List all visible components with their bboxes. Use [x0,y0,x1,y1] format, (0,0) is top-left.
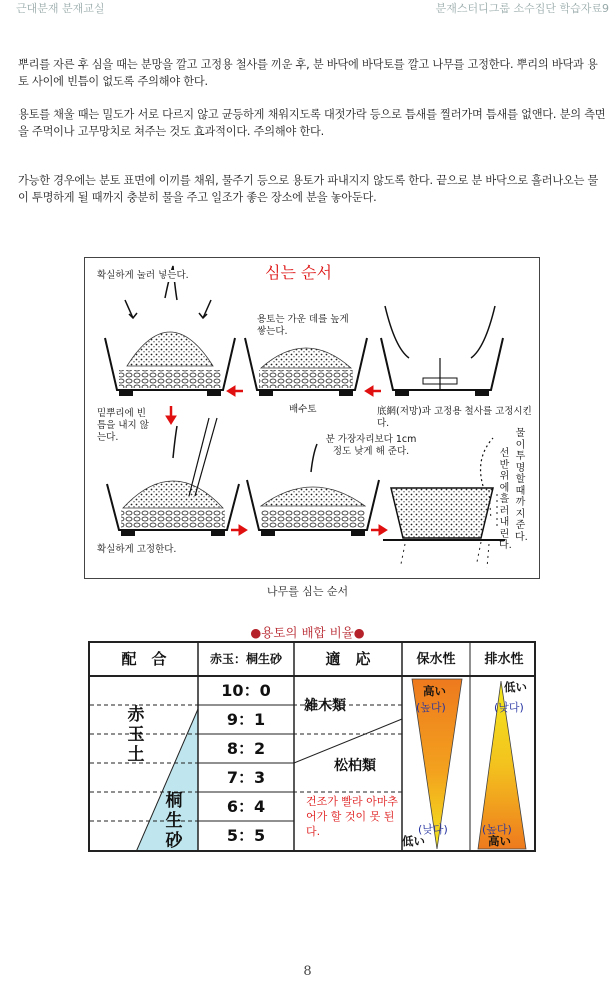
diagram-caption: 나무를 심는 순서 [266,585,349,598]
label-water-clear: 물이 투명할 때까지 준다. [515,428,528,543]
retention-bottom-paren: (낮다) [418,823,448,836]
header-ratio: 赤玉：桐生砂 [209,652,282,666]
ratio-row-2: 9：1 [226,710,266,729]
header-water-retention: 保水性 [416,652,456,667]
use-zakki: 雑木類 [304,698,346,714]
drainage-bottom-label: 高い [488,834,511,848]
label-lower-edge: 분 가장자리보다 1cm정도 낮게 해 준다. [323,434,419,458]
drainage-bottom-paren: (높다) [482,823,512,836]
note-dry-fast: 건조가 빨라 아마추어가 할 것이 못 된다. [306,795,399,838]
ratio-row-6: 5：5 [226,826,266,845]
label-mesh-wire: 底網(저망)과 고정용 철사를 고정시킨다. [377,406,537,430]
soil-mix-table [88,641,536,852]
planting-diagram [84,257,540,579]
header-drainage: 排水性 [484,652,524,667]
label-fix-firmly: 확실하게 고정한다. [97,544,177,555]
ratio-row-1: 10：0 [221,681,271,700]
mix-title: ●용토의 배합 비율● [250,625,365,640]
diagram-title: 심는 순서 [265,263,332,282]
paragraph-1: 뿌리를 자른 후 심을 때는 분망을 깔고 고정용 철사를 끼운 후, 분 바닥에 바닥토를 깔고 나무를 고정한다. 뿌리의 바닥과 용토 사이에 빈틈이 없도록 주의해야 한다. [18,58,598,88]
paragraph-2: 용토를 채울 때는 밀도가 서로 다르지 않고 균등하게 채워지도록 대젓가락 등으로 틈새를 찔러가며 틈새를 없앤다. 분의 측면을 주먹이나 고무망치로 쳐주는 것도 효과적이다. 주의해야 한다. [18,108,606,138]
pot-step-1 [105,266,235,396]
label-akadama: 赤玉土 [127,705,145,765]
label-shelf-flow: 선반 위에 흘러내린다. [499,448,512,551]
ratio-row-3: 8：2 [226,739,266,758]
use-shohaku: 松柏類 [334,758,376,774]
header-mix: 配 合 [121,650,167,668]
pot-step-3 [381,306,503,396]
ratio-row-5: 6：4 [226,797,266,816]
retention-bottom-label: 低い [402,834,425,848]
label-no-gap: 밑뿌리에 빈틈을 내지 않는다. [97,408,153,444]
header-right: 분재스터디그룹 소수집단 학습자료9 [435,2,609,15]
ratio-row-4: 7：3 [226,768,266,787]
label-press-down: 확실하게 눌러 넣는다. [97,270,189,281]
label-drain-soil: 배수토 [289,404,317,415]
drainage-top-paren: (낮다) [494,701,524,714]
drainage-top-label: 低い [504,680,527,694]
retention-top-label: 高い [423,684,446,698]
header-left: 근대분재 분재교실 [16,2,105,15]
label-heap-soil: 용토는 가운 데를 높게 쌓는다. [257,314,353,338]
paragraph-3: 가능한 경우에는 분토 표면에 이끼를 채워, 물주기 등으로 용토가 파내지지 않도록 한다. 끝으로 분 바닥으로 흘러나오는 물이 투명하게 될 때까지 충분히 물을 주고 일조가 좋은 장소에 분을 놓아둔다. [18,174,599,204]
page-number: 8 [303,964,312,979]
retention-top-paren: (높다) [416,701,446,714]
pot-step-2 [245,338,367,396]
label-kiryu-sand: 桐生砂 [165,791,183,851]
header-use: 適 応 [325,650,371,668]
